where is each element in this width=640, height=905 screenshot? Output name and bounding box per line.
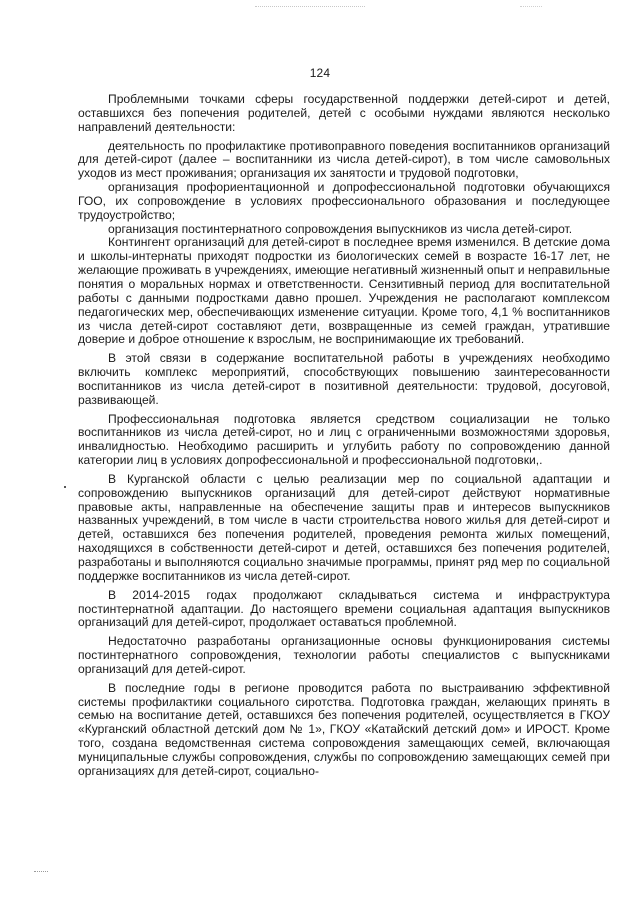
paragraph: В 2014-2015 годах продолжают складываться система и инфраструктура постинтернатной адаптации. До настоящего времени социальная адаптация выпускников организаций для детей-сирот, продолжает оставаться проблемной. <box>78 587 610 630</box>
paragraph: В Курганской области с целью реализации мер по социальной адаптации и сопровождению выпускников организаций для детей-сирот действуют нормативные правовые акты, направленные на обеспечение защиты прав и интересов выпускников названных учреждений, в том числе в части строительства нового жилья для детей-сирот и детей, оставшихся без попечения родителей, проведения ремонта жилых помещений, находящихся в собственности детей-сирот и детей, оставшихся без попечения родителей, разработаны и выполняются социально значимые программы, принят ряд мер по социальной поддержке воспитанников из числа детей-сирот. <box>78 471 610 583</box>
paragraph: Контингент организаций для детей-сирот в последнее время изменился. В детские дома и школы-интернаты приходят подростки из биологических семей в возрасте 16-17 лет, не желающие проживать в учреждениях, имеющие негативный жизненный опыт и неправильные понятия о моральных нормах и ответственности. Сензитивный период для воспитательной работы с данными подростками давно прошел. Учреждения не располагают комплексом педагогических мер, обеспечивающих изменение ситуации. Кроме того, 4,1 % воспитанников из числа детей-сирот составляют дети, возвращенные из семей граждан, утратившие доверие и доброе отношение к взрослым, не воспринимающие их требований. <box>78 235 610 347</box>
scan-artifact <box>520 6 542 9</box>
scan-artifact <box>255 6 365 9</box>
paragraph: организация профориентационной и допрофессиональной подготовки обучающихся ГОО, их сопровождение в условиях профессионального образования и последующее трудоустройство; <box>78 180 610 222</box>
paragraph: В этой связи в содержание воспитательной работы в учреждениях необходимо включить комплекс мероприятий, способствующих повышению заинтересованности воспитанников из числа детей-сирот в позитивной деятельности: трудовой, досуговой, развивающей. <box>78 351 610 407</box>
paragraph: деятельность по профилактике противоправного поведения воспитанников организаций для детей-сирот (далее – воспитанники из числа детей-сирот), в том числе самовольных уходов из мест проживания; организация их занятости и трудовой подготовки, <box>78 138 610 181</box>
body-text <box>78 93 610 784</box>
page-number: 124 <box>309 66 331 80</box>
paragraph: Профессиональная подготовка является средством социализации не только воспитанников из числа детей-сирот, но и лиц с ограниченными возможностями здоровья, инвалидностью. Необходимо расширить и углубить работу по сопровождению данной категории лиц в условиях допрофессиональной и профессиональной подготовки,. <box>78 411 610 468</box>
paragraph: Проблемными точками сферы государственной поддержки детей-сирот и детей, оставшихся без попечения родителей, детей с особыми нуждами являются несколько направлений деятельности: <box>78 92 610 134</box>
paragraph: организация постинтернатного сопровождения выпускников из числа детей-сирот. <box>108 221 573 236</box>
paragraph: Недостаточно разработаны организационные основы функционирования системы постинтернатного сопровождения, технологии работы специалистов с выпускниками организаций для детей-сирот. <box>78 634 610 676</box>
scan-artifact <box>64 486 66 488</box>
scan-artifact <box>34 871 48 876</box>
paragraph: В последние годы в регионе проводится работа по выстраиванию эффективной системы профилактики социального сиротства. Подготовка граждан, желающих принять в семью на воспитание детей, оставшихся без попечения родителей, осуществляется в ГКОУ «Курганский областной детский дом № 1», ГКОУ «Катайский детский дом» и ИРОСТ. Кроме того, создана ведомственная система сопровождения замещающих семей, включающая муниципальные службы сопровождения, службы по сопровождению замещающих семей при организациях для детей-сирот, социально- <box>78 680 610 778</box>
